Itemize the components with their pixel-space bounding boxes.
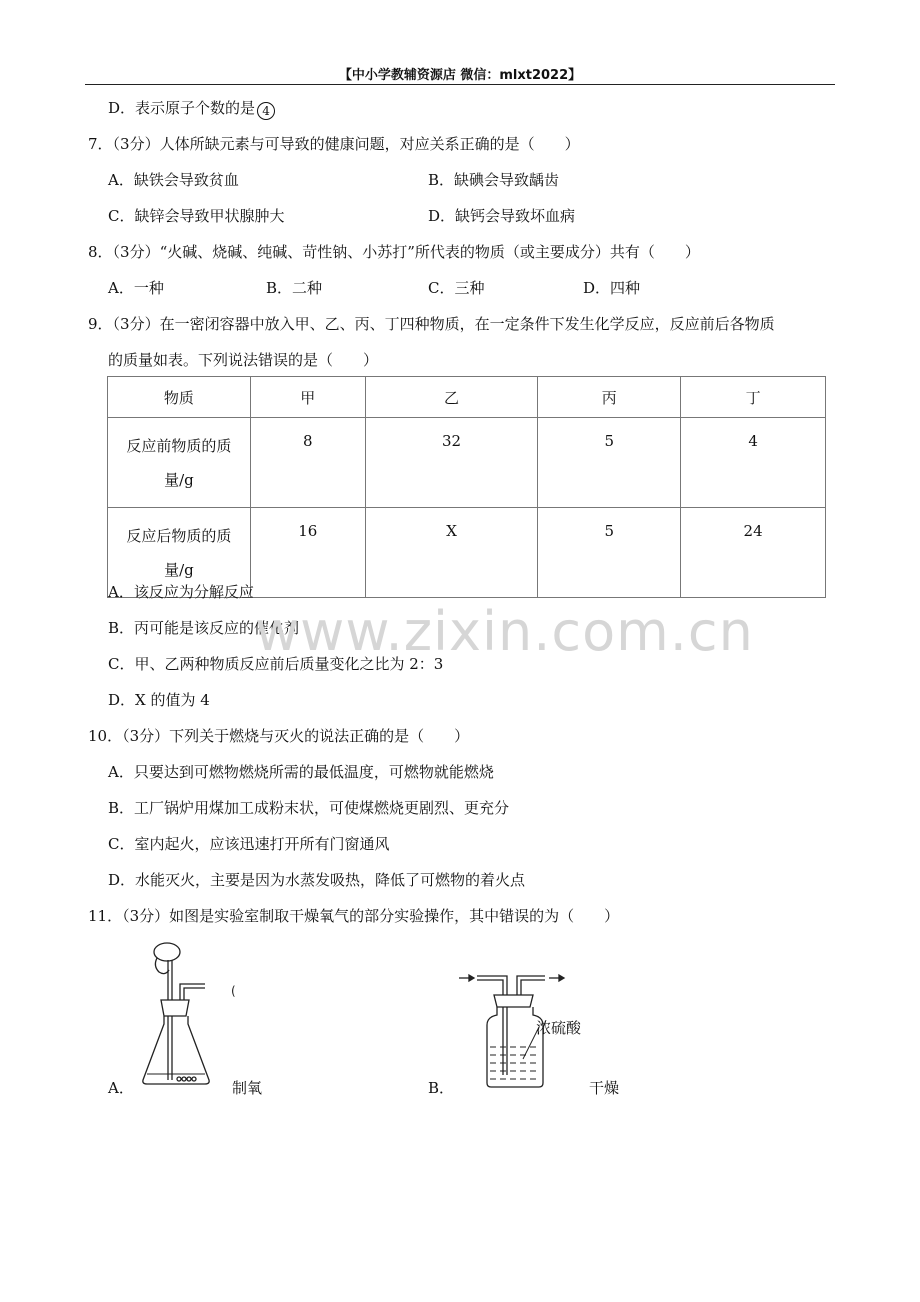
flask-apparatus-figure (135, 940, 245, 1090)
table-header-row (108, 377, 826, 418)
row-label-line2: 量/g (164, 560, 194, 579)
circled-number: 4 (257, 102, 275, 120)
q9-option-d: D．X 的值为 4 (108, 691, 210, 709)
table-cell: 5 (538, 418, 681, 508)
table-cell: 8 (250, 418, 365, 508)
q8-option-a: A．一种 (108, 279, 164, 297)
q10-option-c: C．室内起火，应该迅速打开所有门窗通风 (108, 835, 390, 853)
figure-b-caption: 干燥 (589, 1079, 620, 1097)
q7-option-d: D．缺钙会导致坏血病 (428, 207, 576, 225)
table-cell: 4 (681, 418, 826, 508)
q7-stem: 7．（3分）人体所缺元素与可导致的健康问题，对应关系正确的是（ ） (88, 135, 580, 153)
q10-stem: 10．（3分）下列关于燃烧与灭火的说法正确的是（ ） (88, 727, 470, 745)
row-label (108, 418, 251, 508)
mass-table (107, 376, 826, 598)
q11-stem: 11．（3分）如图是实验室制取干燥氧气的部分实验操作，其中错误的为（ ） (88, 907, 620, 925)
table-cell: 24 (681, 508, 826, 598)
bottle-label: 浓硫酸 (536, 1019, 582, 1037)
table-header-cell: 物质 (108, 377, 251, 418)
q8-option-c: C．三种 (428, 279, 485, 297)
q10-option-d: D．水能灭火，主要是因为水蒸发吸热，降低了可燃物的着火点 (108, 871, 526, 889)
table-row (108, 418, 826, 508)
q7-option-c: C．缺锌会导致甲状腺肿大 (108, 207, 285, 225)
q9-stem-line1: 9．（3分）在一密闭容器中放入甲、乙、丙、丁四种物质，在一定条件下发生化学反应，反应前后各物质 (88, 315, 775, 333)
q10-option-a: A．只要达到可燃物燃烧所需的最低温度，可燃物就能燃烧 (108, 763, 494, 781)
prev-option-d (108, 97, 275, 120)
stopper (161, 1000, 189, 1016)
q7-option-b: B．缺碘会导致龋齿 (428, 171, 560, 189)
table-header-cell: 乙 (365, 377, 538, 418)
table-header-cell: 丁 (681, 377, 826, 418)
row-label-line1: 反应前物质的质 (126, 436, 232, 455)
svg-text:(: ( (231, 984, 236, 998)
table-cell: 5 (538, 508, 681, 598)
q9-option-c: C．甲、乙两种物质反应前后质量变化之比为 2：3 (108, 655, 444, 673)
stopper (494, 995, 533, 1007)
figure-b-letter: B． (428, 1079, 455, 1097)
table-header-cell: 丙 (538, 377, 681, 418)
watermark: www.zixin.com.cn (255, 600, 754, 663)
page-header: 【中小学教辅资源店 微信：mlxt2022】 (338, 68, 582, 83)
q8-option-d: D．四种 (583, 279, 641, 297)
delivery-tube-inner (184, 988, 205, 1000)
table-cell: 32 (365, 418, 538, 508)
figure-a-caption: 制氧 (232, 1079, 263, 1097)
q9-option-b: B．丙可能是该反应的催化剂 (108, 619, 300, 637)
row-label-line2: 量/g (164, 470, 194, 489)
funnel-bulb (154, 943, 180, 961)
figure-a-letter: A． (108, 1079, 134, 1097)
header-rule (85, 84, 835, 85)
q7-option-a: A．缺铁会导致贫血 (108, 171, 239, 189)
table-cell: X (365, 508, 538, 598)
prev-option-d-text: D．表示原子个数的是 (108, 99, 256, 117)
table-cell: 16 (250, 508, 365, 598)
q9-option-a: A．该反应为分解反应 (108, 583, 254, 601)
wash-bottle-figure (455, 965, 605, 1090)
q8-option-b: B．二种 (266, 279, 323, 297)
table-header-cell: 甲 (250, 377, 365, 418)
q10-option-b: B．工厂锅炉用煤加工成粉末状，可使煤燃烧更剧烈、更充分 (108, 799, 510, 817)
q9-stem-line2: 的质量如表。下列说法错误的是（ ） (108, 351, 379, 369)
acid-liquid (490, 1047, 540, 1079)
q8-stem: 8．（3分）“火碱、烧碱、纯碱、苛性钠、小苏打”所代表的物质（或主要成分）共有（ ） (88, 243, 700, 261)
row-label-line1: 反应后物质的质 (126, 526, 232, 545)
